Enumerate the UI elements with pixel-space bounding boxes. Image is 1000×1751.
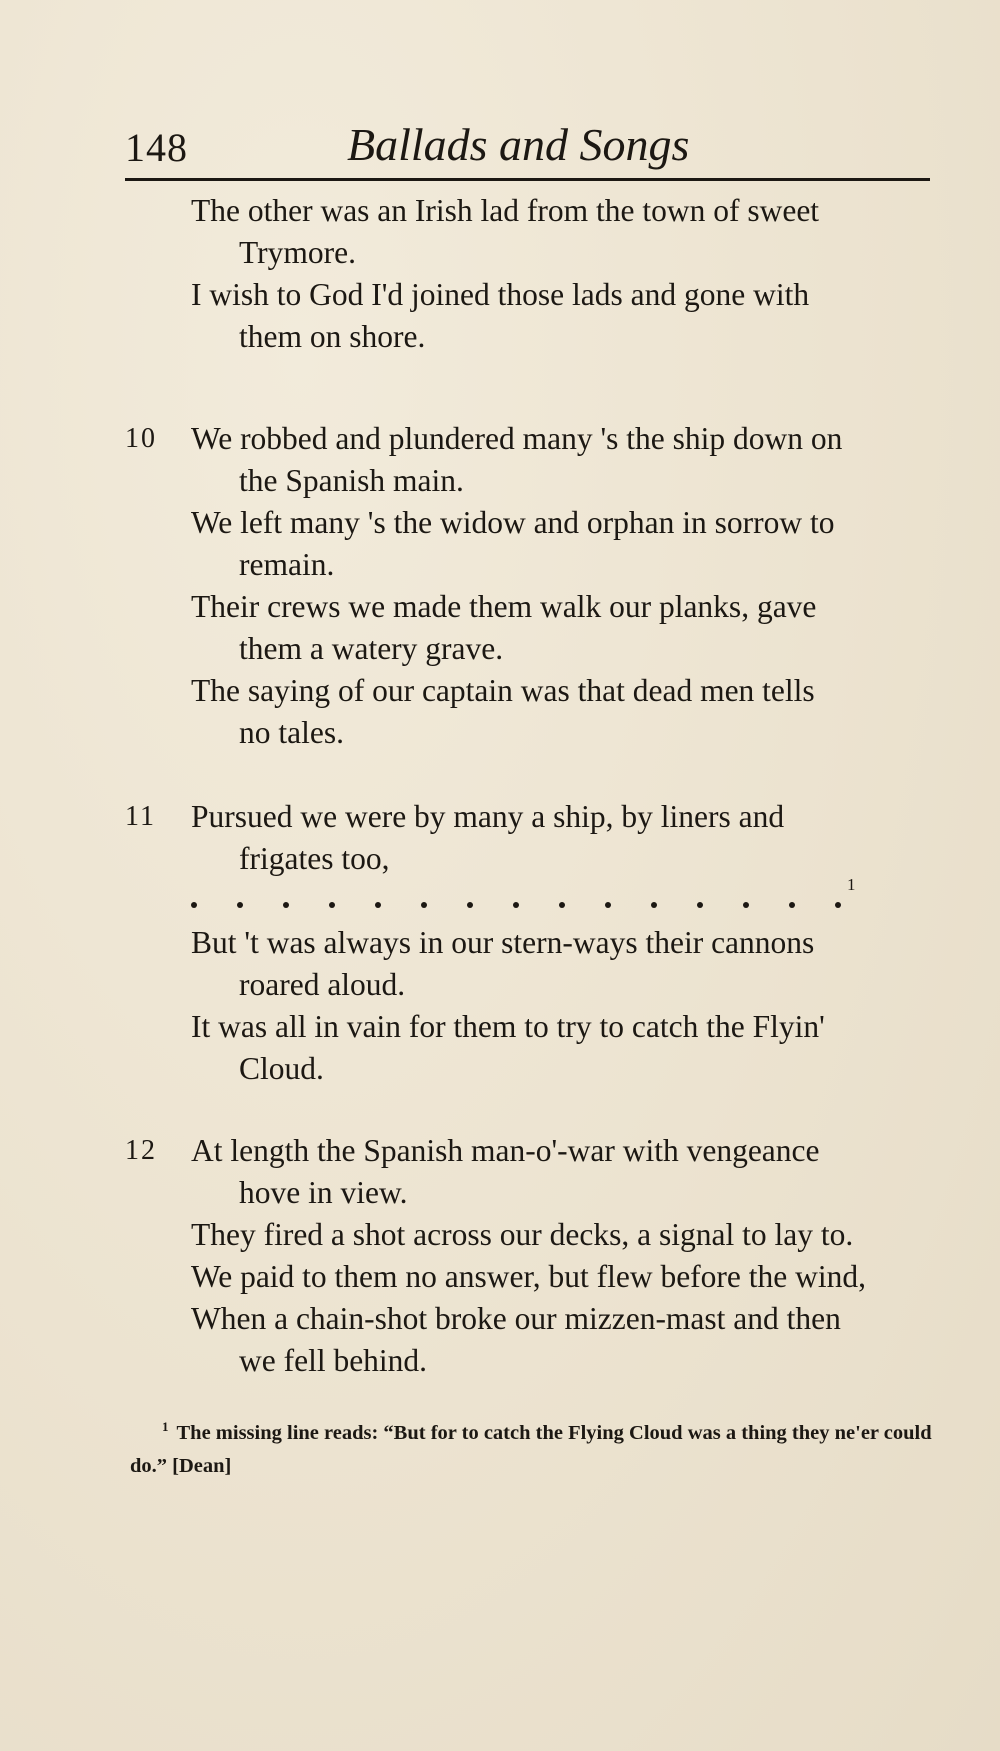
verse-line-continuation: Trymore. (239, 235, 356, 270)
verse-line-continuation: frigates too, (239, 841, 390, 876)
verse-line (191, 670, 935, 754)
verse-line-text: At length the Spanish man-o'-war with vengeance (191, 1133, 820, 1168)
ellipsis-dot (421, 902, 427, 908)
verse-line (191, 586, 935, 670)
verse-line-text: The other was an Irish lad from the town of sweet (191, 193, 820, 228)
verse-line (191, 418, 935, 502)
ellipsis-dot (467, 902, 473, 908)
ellipsis-dot (743, 902, 749, 908)
stanza-number: 10 (125, 423, 157, 454)
verse-line-text: The saying of our captain was that dead men tells (191, 673, 815, 708)
ellipsis-dot (559, 902, 565, 908)
ellipsis-dot (283, 902, 289, 908)
stanza-10 (125, 418, 935, 754)
verse-line-continuation: them on shore. (239, 319, 426, 354)
verse-line-continuation: them a watery grave. (239, 631, 504, 666)
verse-line-text: It was all in vain for them to try to catch the Flyin' (191, 1009, 825, 1044)
ellipsis-dot (329, 902, 335, 908)
stanza-number: 11 (125, 801, 156, 832)
verse-line (191, 1298, 935, 1382)
verse-line (191, 922, 935, 1006)
verse-line-continuation: roared aloud. (239, 967, 406, 1002)
stanza-12 (125, 1130, 935, 1382)
verse-line-continuation: Cloud. (239, 1051, 324, 1086)
footnote (130, 1410, 940, 1483)
missing-line-ellipsis (191, 875, 935, 922)
ellipsis-dot (375, 902, 381, 908)
page-number: 148 (125, 125, 188, 170)
header-rule (125, 178, 930, 181)
ellipsis-dot (237, 902, 243, 908)
verse-line-text: We robbed and plundered many 's the ship down on (191, 421, 843, 456)
ellipsis-dot (513, 902, 519, 908)
verse-line (191, 1256, 935, 1298)
verse-line-text: Their crews we made them walk our planks, gave (191, 589, 817, 624)
ellipsis-dot (835, 902, 841, 908)
running-title: Ballads and Songs (347, 119, 690, 170)
page-header (125, 118, 930, 180)
verse-line (191, 1214, 935, 1256)
verse-line (191, 1130, 935, 1214)
ellipsis-dot (789, 902, 795, 908)
verse-line-continuation: hove in view. (239, 1175, 408, 1210)
verse-line (191, 190, 935, 274)
verse-line (191, 1006, 935, 1090)
stanza-number: 12 (125, 1135, 157, 1166)
footnote-text: The missing line reads: “But for to catch the Flying Cloud was a thing they ne'er could do.” [Dean] (130, 1421, 932, 1477)
ellipsis-dot (605, 902, 611, 908)
verse-line-continuation: we fell behind. (239, 1343, 428, 1378)
verse-line-continuation: no tales. (239, 715, 344, 750)
verse-line (191, 796, 935, 880)
verse-line-text: When a chain-shot broke our mizzen-mast and then (191, 1301, 841, 1336)
ellipsis-dot (651, 902, 657, 908)
verse-line-continuation: remain. (239, 547, 335, 582)
verse-line-text: They fired a shot across our decks, a signal to lay to. (191, 1217, 854, 1252)
ellipsis-dot (697, 902, 703, 908)
ellipsis-dot (191, 902, 197, 908)
verse-line-text: We left many 's the widow and orphan in sorrow to (191, 505, 835, 540)
footnote-reference: 1 (847, 875, 856, 894)
verse-line-text: But 't was always in our stern-ways their cannons (191, 925, 815, 960)
verse-line (191, 274, 935, 358)
verse-line-text: I wish to God I'd joined those lads and gone with (191, 277, 810, 312)
ellipsis-dots (191, 880, 841, 908)
verse-line (191, 502, 935, 586)
stanza-continuation (125, 190, 935, 358)
stanza-11 (125, 796, 935, 1090)
footnote-mark: 1 (162, 1419, 169, 1434)
verse-line-text: Pursued we were by many a ship, by liners and (191, 799, 785, 834)
verse-line-text: We paid to them no answer, but flew before the wind, (191, 1259, 867, 1294)
verse-line-continuation: the Spanish main. (239, 463, 464, 498)
